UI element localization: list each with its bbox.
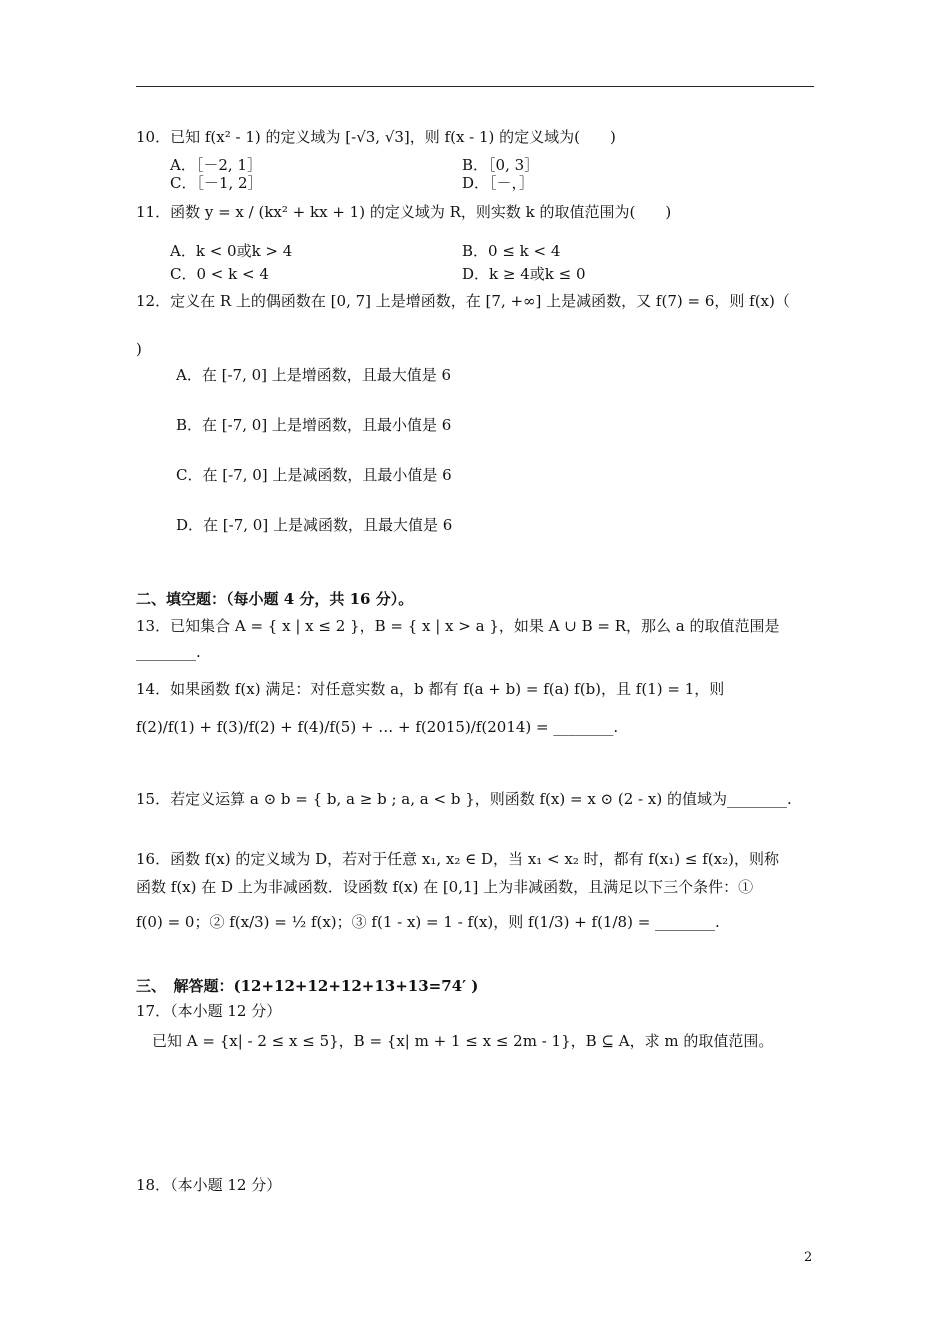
section-answer-title: 三、 解答题：(12+12+12+12+13+13=74′ ) xyxy=(136,977,479,995)
page-number: 2 xyxy=(804,1250,813,1265)
q10-option-b: B．［0, 3］ xyxy=(462,156,540,174)
q12-option-d: D．在 [-7, 0] 上是减函数，且最大值是 6 xyxy=(176,516,453,534)
q11-option-d: D．k ≥ 4或k ≤ 0 xyxy=(462,265,586,283)
q12-stem-end: ) xyxy=(136,340,142,358)
q14-line1: 14．如果函数 f(x) 满足：对任意实数 a，b 都有 f(a + b) = f(a) f(b)，且 f(1) = 1，则 xyxy=(136,680,725,698)
q16-line2: 函数 f(x) 在 D 上为非减函数．设函数 f(x) 在 [0,1] 上为非减函数，且满足以下三个条件：① xyxy=(136,878,754,896)
q11-option-b: B．0 ≤ k < 4 xyxy=(462,242,561,260)
q11-option-c: C．0 < k < 4 xyxy=(170,265,269,283)
q16-line1: 16．函数 f(x) 的定义域为 D，若对于任意 x₁, x₂ ∈ D，当 x₁ < x₂ 时，都有 f(x₁) ≤ f(x₂)，则称 xyxy=(136,850,779,868)
q18-label: 18．（本小题 12 分） xyxy=(136,1176,282,1194)
q13-line1: 13．已知集合 A = { x | x ≤ 2 }，B = { x | x > a }，如果 A ∪ B = R，那么 a 的取值范围是 xyxy=(136,617,780,635)
q11-option-a: A．k < 0或k > 4 xyxy=(170,242,293,260)
q16-line3: f(0) = 0；② f(x/3) = ½ f(x)；③ f(1 - x) = 1 - f(x)，则 f(1/3) + f(1/8) = ________. xyxy=(136,913,720,931)
q17-body: 已知 A = {x| - 2 ≤ x ≤ 5}，B = {x| m + 1 ≤ x ≤ 2m - 1}，B ⊆ A，求 m 的取值范围。 xyxy=(152,1032,774,1050)
section-fill-in-title: 二、填空题：（每小题 4 分，共 16 分）。 xyxy=(136,590,414,608)
q15-line1: 15．若定义运算 a ⊙ b = { b, a ≥ b ; a, a < b }，则函数 f(x) = x ⊙ (2 - x) 的值域为________. xyxy=(136,790,792,808)
q12-stem: 12．定义在 R 上的偶函数在 [0, 7] 上是增函数，在 [7, +∞] 上是减函数，又 f(7) = 6，则 f(x)（ xyxy=(136,292,790,310)
q12-option-a: A．在 [-7, 0] 上是增函数，且最大值是 6 xyxy=(176,366,452,384)
q13-line2: ________. xyxy=(136,643,201,661)
q17-label: 17．（本小题 12 分） xyxy=(136,1002,282,1020)
q10-option-d: D．［－，］ xyxy=(462,174,535,192)
q12-option-b: B．在 [-7, 0] 上是增函数，且最小值是 6 xyxy=(176,416,452,434)
q14-line2: f(2)/f(1) + f(3)/f(2) + f(4)/f(5) + … + f(2015)/f(2014) = ________. xyxy=(136,718,619,736)
q12-option-c: C．在 [-7, 0] 上是减函数，且最小值是 6 xyxy=(176,466,452,484)
q10-stem: 10．已知 f(x² - 1) 的定义域为 [-√3, √3]，则 f(x - 1) 的定义域为( ) xyxy=(136,128,616,146)
q10-option-c: C．［－1, 2］ xyxy=(170,174,263,192)
header-rule xyxy=(136,86,814,87)
q11-stem: 11．函数 y = x / (kx² + kx + 1) 的定义域为 R，则实数 k 的取值范围为( ) xyxy=(136,203,672,221)
q10-option-a: A．［－2, 1］ xyxy=(170,156,262,174)
